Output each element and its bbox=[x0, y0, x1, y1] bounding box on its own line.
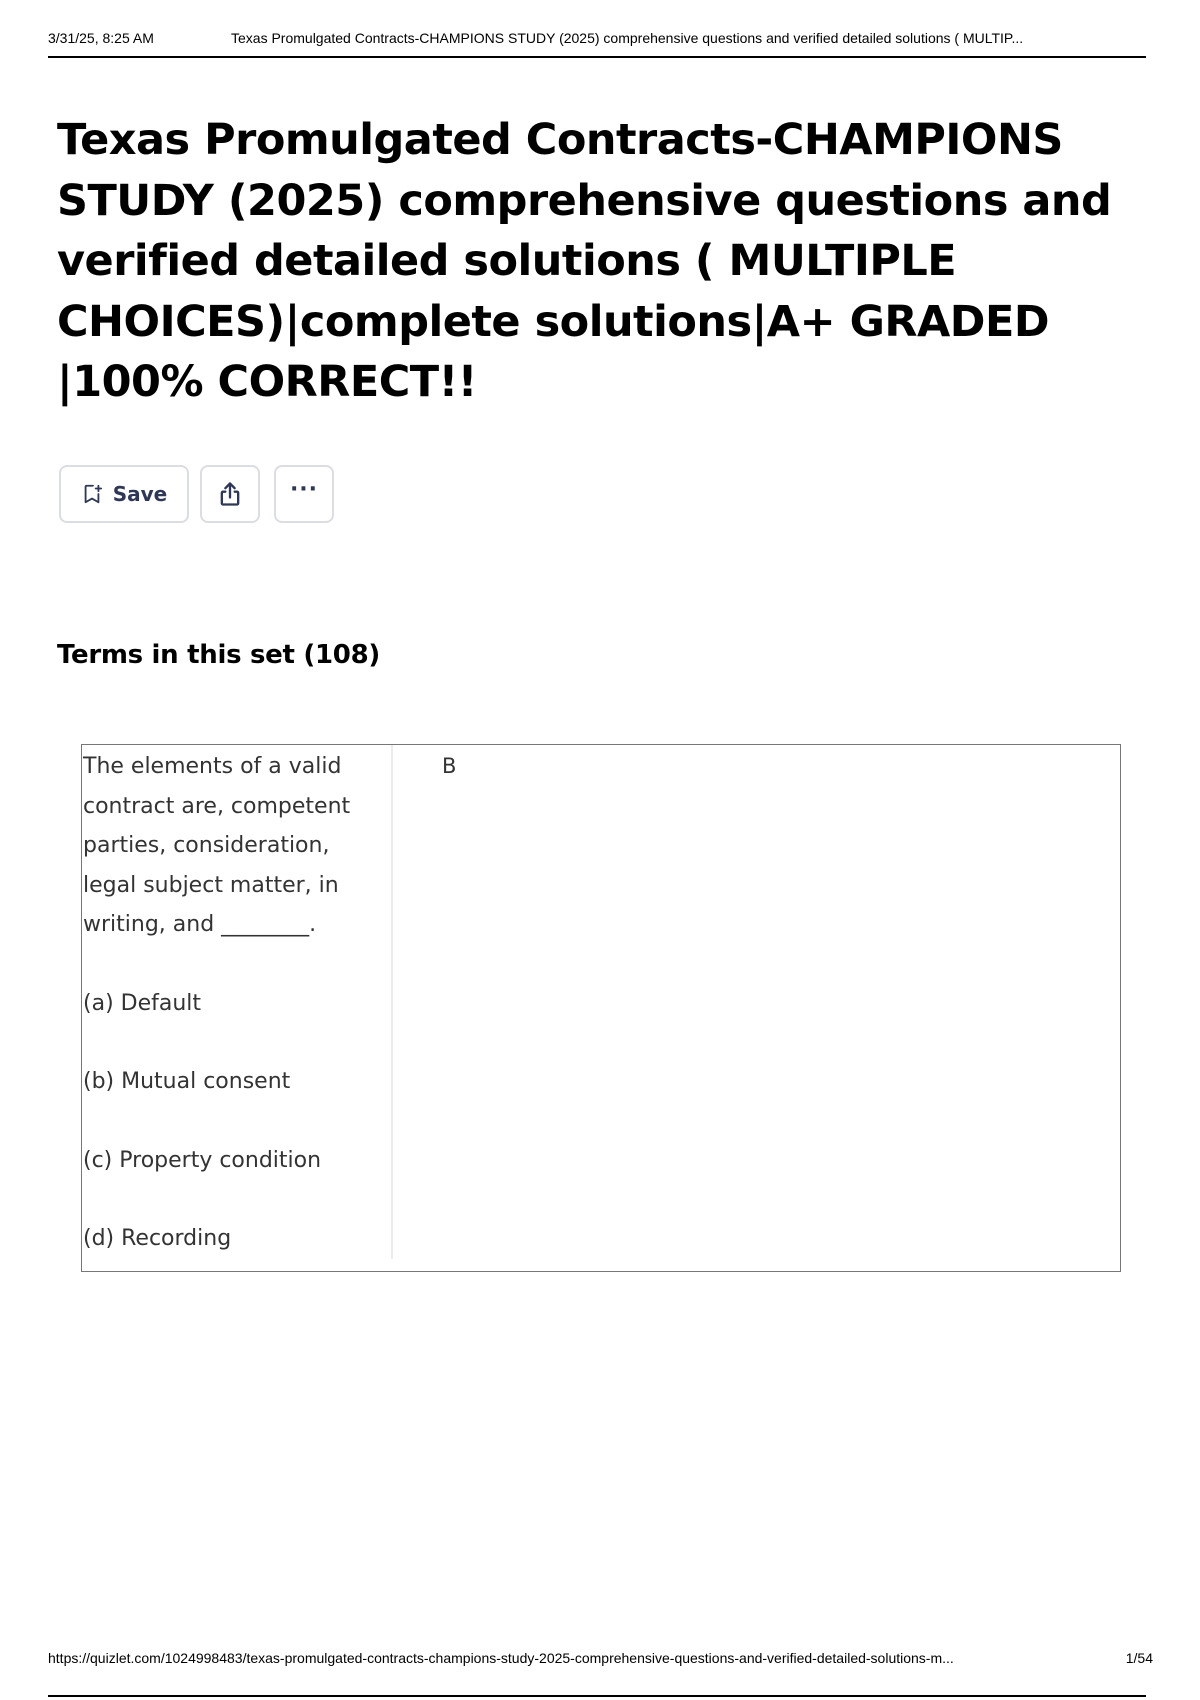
print-date: 3/31/25, 8:25 AM bbox=[48, 30, 154, 46]
print-page-number: 1/54 bbox=[1125, 1650, 1153, 1666]
option-a: (a) Default bbox=[83, 990, 202, 1016]
share-icon bbox=[216, 480, 244, 508]
print-url: https://quizlet.com/1024998483/texas-promulgated-contracts-champions-study-2025-comprehensive-questions-and-verified-detailed-solutions-m... bbox=[48, 1650, 954, 1666]
option-c: (c) Property condition bbox=[83, 1147, 322, 1173]
option-b: (b) Mutual consent bbox=[83, 1069, 291, 1094]
save-bookmark-icon bbox=[81, 483, 103, 505]
page-title: Texas Promulgated Contracts-CHAMPIONS STUDY (2025) comprehensive questions and verified detailed solutions ( MULTIPLE CHOICES)|complete solutions|A+ GRADED |100% CORRECT!! bbox=[57, 115, 1112, 407]
print-document-title: Texas Promulgated Contracts-CHAMPIONS STUDY (2025) comprehensive questions and verified detailed solutions ( MULTIP... bbox=[231, 30, 1024, 46]
question-text: The elements of a valid contract are, competent parties, consideration, legal subject matter, in writing, and ________. bbox=[83, 754, 351, 937]
print-header bbox=[48, 28, 1146, 58]
terms-heading: Terms in this set (108) bbox=[57, 640, 380, 670]
save-button[interactable] bbox=[59, 465, 189, 523]
term-divider bbox=[391, 745, 393, 1259]
footer-rule bbox=[48, 1695, 1146, 1697]
share-button[interactable] bbox=[200, 465, 260, 523]
more-options-button[interactable] bbox=[274, 465, 334, 523]
print-footer bbox=[48, 1648, 1153, 1672]
term-question bbox=[83, 747, 383, 1259]
save-label: Save bbox=[112, 482, 168, 506]
term-answer: B bbox=[442, 754, 457, 778]
term-card bbox=[81, 744, 1121, 1272]
ellipsis-icon: ··· bbox=[289, 477, 319, 502]
option-d: (d) Recording bbox=[83, 1226, 232, 1251]
